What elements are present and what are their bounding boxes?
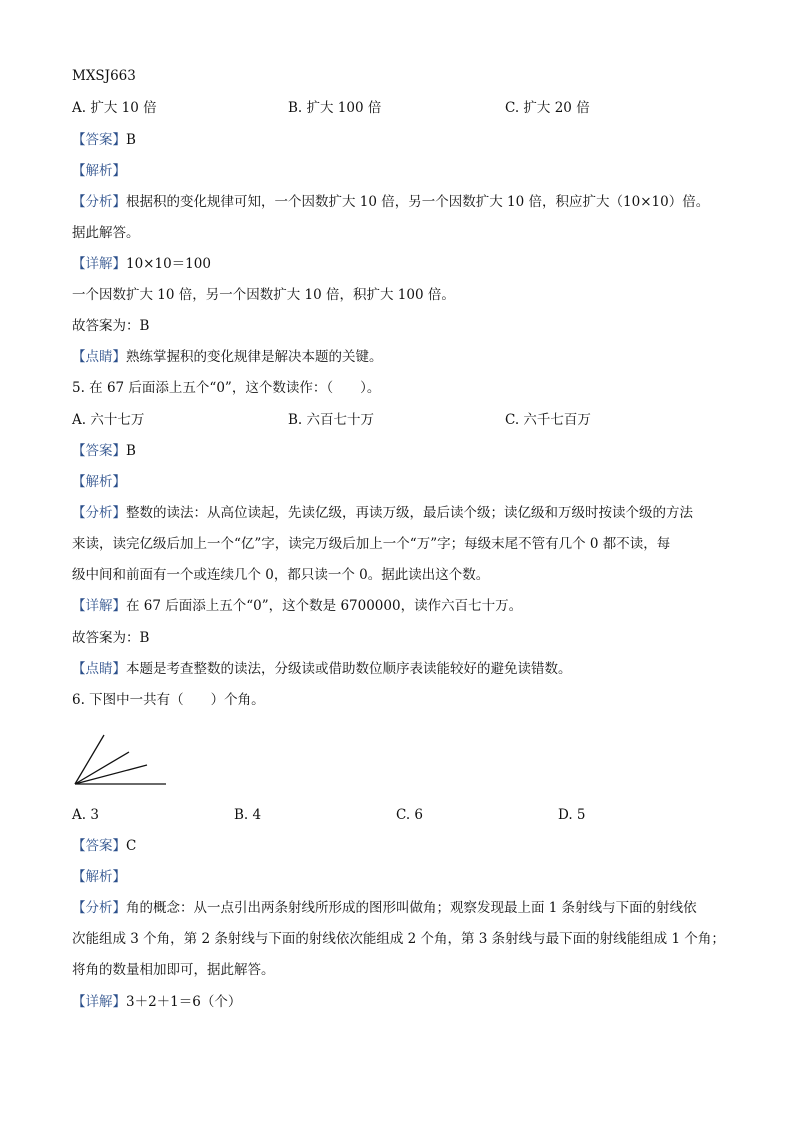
answer-value: B bbox=[126, 443, 136, 459]
answer-value: B bbox=[126, 132, 136, 148]
fenxi-text: 角的概念：从一点引出两条射线所形成的图形叫做角；观察发现最上面 1 条射线与下面的射线依 bbox=[126, 900, 697, 916]
q6-option-d: D. 5 bbox=[558, 807, 586, 823]
q6-analysis-tag bbox=[72, 867, 126, 887]
analysis-tag: 【解析】 bbox=[72, 474, 126, 490]
xiangjie-text: 3＋2＋1＝6（个） bbox=[126, 994, 242, 1010]
fenxi-text: 整数的读法：从高位读起，先读亿级，再读万级，最后读个级；读亿级和万级时按读个级的方法 bbox=[126, 505, 693, 521]
q4-analysis-tag bbox=[72, 161, 126, 181]
q5-option-a: A. 六十七万 bbox=[72, 412, 145, 428]
q5-dianjing bbox=[72, 659, 572, 679]
xiangjie-tag: 【详解】 bbox=[72, 994, 126, 1010]
q5-conclusion: 故答案为：B bbox=[72, 630, 150, 646]
q4-answer bbox=[72, 130, 136, 150]
ray-top bbox=[75, 735, 104, 784]
ray-second bbox=[75, 752, 129, 784]
q6-fenxi-line-3: 将角的数量相加即可，据此解答。 bbox=[72, 962, 275, 978]
q5-analysis-tag bbox=[72, 472, 126, 492]
fenxi-tag: 【分析】 bbox=[72, 900, 126, 916]
q6-option-b: B. 4 bbox=[234, 807, 262, 823]
answer-tag: 【答案】 bbox=[72, 838, 126, 854]
q6-fenxi-line-1 bbox=[72, 898, 697, 918]
q5-fenxi-line-1 bbox=[72, 503, 693, 523]
q5-fenxi-line-3: 级中间和前面有一个或连续几个 0，都只读一个 0。据此读出这个数。 bbox=[72, 567, 490, 583]
fenxi-tag: 【分析】 bbox=[72, 194, 126, 210]
q5-fenxi-line-2: 来读，读完亿级后加上一个“亿”字，读完万级后加上一个“万”字；每级末尾不管有几个 0 都不读，每 bbox=[72, 536, 671, 552]
answer-value: C bbox=[126, 838, 137, 854]
dianjing-text: 本题是考查整数的读法，分级读或借助数位顺序表读能较好的避免读错数。 bbox=[126, 661, 572, 677]
header-code: MXSJ663 bbox=[72, 68, 136, 84]
dianjing-tag: 【点睛】 bbox=[72, 349, 126, 365]
q6-answer bbox=[72, 836, 136, 856]
q6-option-a: A. 3 bbox=[72, 807, 99, 823]
q5-question: 5. 在 67 后面添上五个“0”，这个数读作：（ ）。 bbox=[72, 380, 381, 396]
xiangjie-tag: 【详解】 bbox=[72, 256, 126, 272]
q5-option-c: C. 六千七百万 bbox=[505, 412, 591, 428]
xiangjie-tag: 【详解】 bbox=[72, 598, 126, 614]
q5-answer bbox=[72, 441, 136, 461]
fenxi-text: 根据积的变化规律可知，一个因数扩大 10 倍，另一个因数扩大 10 倍，积应扩大（10×10）倍。 bbox=[126, 194, 710, 210]
q4-fenxi-line-1 bbox=[72, 192, 709, 212]
q4-fenxi-line-2: 据此解答。 bbox=[72, 225, 140, 241]
q4-conclusion: 故答案为：B bbox=[72, 318, 150, 334]
q4-xiangjie bbox=[72, 254, 211, 274]
fenxi-tag: 【分析】 bbox=[72, 505, 126, 521]
q4-option-b: B. 扩大 100 倍 bbox=[288, 100, 382, 116]
angle-figure bbox=[72, 730, 172, 790]
analysis-tag: 【解析】 bbox=[72, 869, 126, 885]
answer-tag: 【答案】 bbox=[72, 443, 126, 459]
q5-xiangjie bbox=[72, 596, 522, 616]
q6-fenxi-line-2: 次能组成 3 个角，第 2 条射线与下面的射线依次能组成 2 个角，第 3 条射线与最下面的射线能组成 1 个角； bbox=[72, 931, 725, 947]
ray-third bbox=[75, 765, 147, 784]
answer-tag: 【答案】 bbox=[72, 132, 126, 148]
q6-xiangjie bbox=[72, 992, 241, 1012]
q5-option-b: B. 六百七十万 bbox=[288, 412, 375, 428]
q6-option-c: C. 6 bbox=[396, 807, 424, 823]
q4-option-c: C. 扩大 20 倍 bbox=[505, 100, 590, 116]
q4-dianjing bbox=[72, 347, 383, 367]
xiangjie-text: 10×10＝100 bbox=[126, 256, 211, 272]
q4-option-a: A. 扩大 10 倍 bbox=[72, 100, 157, 116]
q4-detail-line-2: 一个因数扩大 10 倍，另一个因数扩大 10 倍，积扩大 100 倍。 bbox=[72, 287, 455, 303]
dianjing-text: 熟练掌握积的变化规律是解决本题的关键。 bbox=[126, 349, 383, 365]
dianjing-tag: 【点睛】 bbox=[72, 661, 126, 677]
analysis-tag: 【解析】 bbox=[72, 163, 126, 179]
q6-question: 6. 下图中一共有（ ）个角。 bbox=[72, 692, 265, 708]
xiangjie-text: 在 67 后面添上五个“0”，这个数是 6700000，读作六百七十万。 bbox=[126, 598, 523, 614]
